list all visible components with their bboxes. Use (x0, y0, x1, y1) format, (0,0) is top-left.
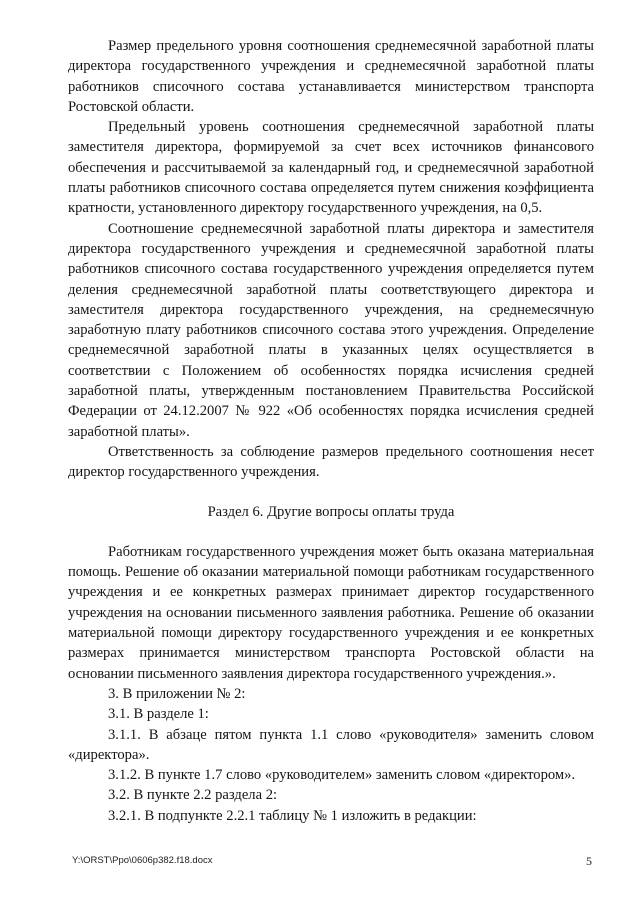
paragraph-ratio-calculation: Соотношение среднемесячной заработной платы директора и заместителя директора государственного учреждения и среднемесячной заработной платы работников списочного состава государственного учреждения определяется путем деления среднемесячной заработной платы соответствующего директора и заместителя директора государственного учреждения, на среднемесячную заработную плату работников списочного состава этого учреждения. Определение среднемесячной заработной платы в указанных целях осуществляется в соответствии с Положением об особенностях порядка исчисления средней заработной платы, утвержденным постановлением Правительства Российской Федерации от 24.12.2007 № 922 «Об особенностях порядка исчисления средней заработной платы». (68, 220, 594, 440)
item-3-1-1: 3.1.1. В абзаце пятом пункта 1.1 слово «руководителя» заменить словом «директора». (68, 726, 594, 763)
section-heading: Раздел 6. Другие вопросы оплаты труда (207, 503, 455, 520)
footer-page-number: 5 (586, 854, 592, 868)
footer-file-path: Y:\ORST\Ppo\0606p382.f18.docx (72, 855, 213, 866)
item-3-1-2: 3.1.2. В пункте 1.7 слово «руководителем» заменить словом «директором». (108, 767, 576, 784)
paragraph-deputy-ratio: Предельный уровень соотношения среднемесячной заработной платы заместителя директора, формируемой за счет всех источников финансового обеспечения и рассчитываемой за календарный год, и среднемесячной заработной платы работников списочного состава определяется путем снижения коэффициента кратности, установленного директору государственного учреждения, на 0,5. (68, 119, 594, 217)
item-3-2-1: 3.2.1. В подпункте 2.2.1 таблицу № 1 изложить в редакции: (108, 807, 477, 824)
item-3-1: 3.1. В разделе 1: (108, 706, 209, 723)
paragraph-material-assistance: Работникам государственного учреждения может быть оказана материальная помощь. Решение об оказании материальной помощи работникам государственного учреждения и ее конкретных размерах принимает директор государственного учреждения на основании письменного заявления работника. Решение об оказании материальной помощи директору государственного учреждения и ее конкретных размерах принимается министерством транспорта Ростовской области на основании письменного заявления директора государственного учреждения.». (68, 543, 594, 682)
document-body (68, 36, 594, 826)
paragraph-responsibility: Ответственность за соблюдение размеров предельного соотношения несет директор государственного учреждения. (68, 443, 594, 481)
item-3: 3. В приложении № 2: (108, 685, 246, 702)
item-3-2: 3.2. В пункте 2.2 раздела 2: (108, 787, 278, 804)
paragraph-salary-ratio-size: Размер предельного уровня соотношения среднемесячной заработной платы директора государственного учреждения и среднемесячной заработной платы работников списочного состава устанавливается министерством транспорта Ростовской области. (68, 38, 594, 115)
